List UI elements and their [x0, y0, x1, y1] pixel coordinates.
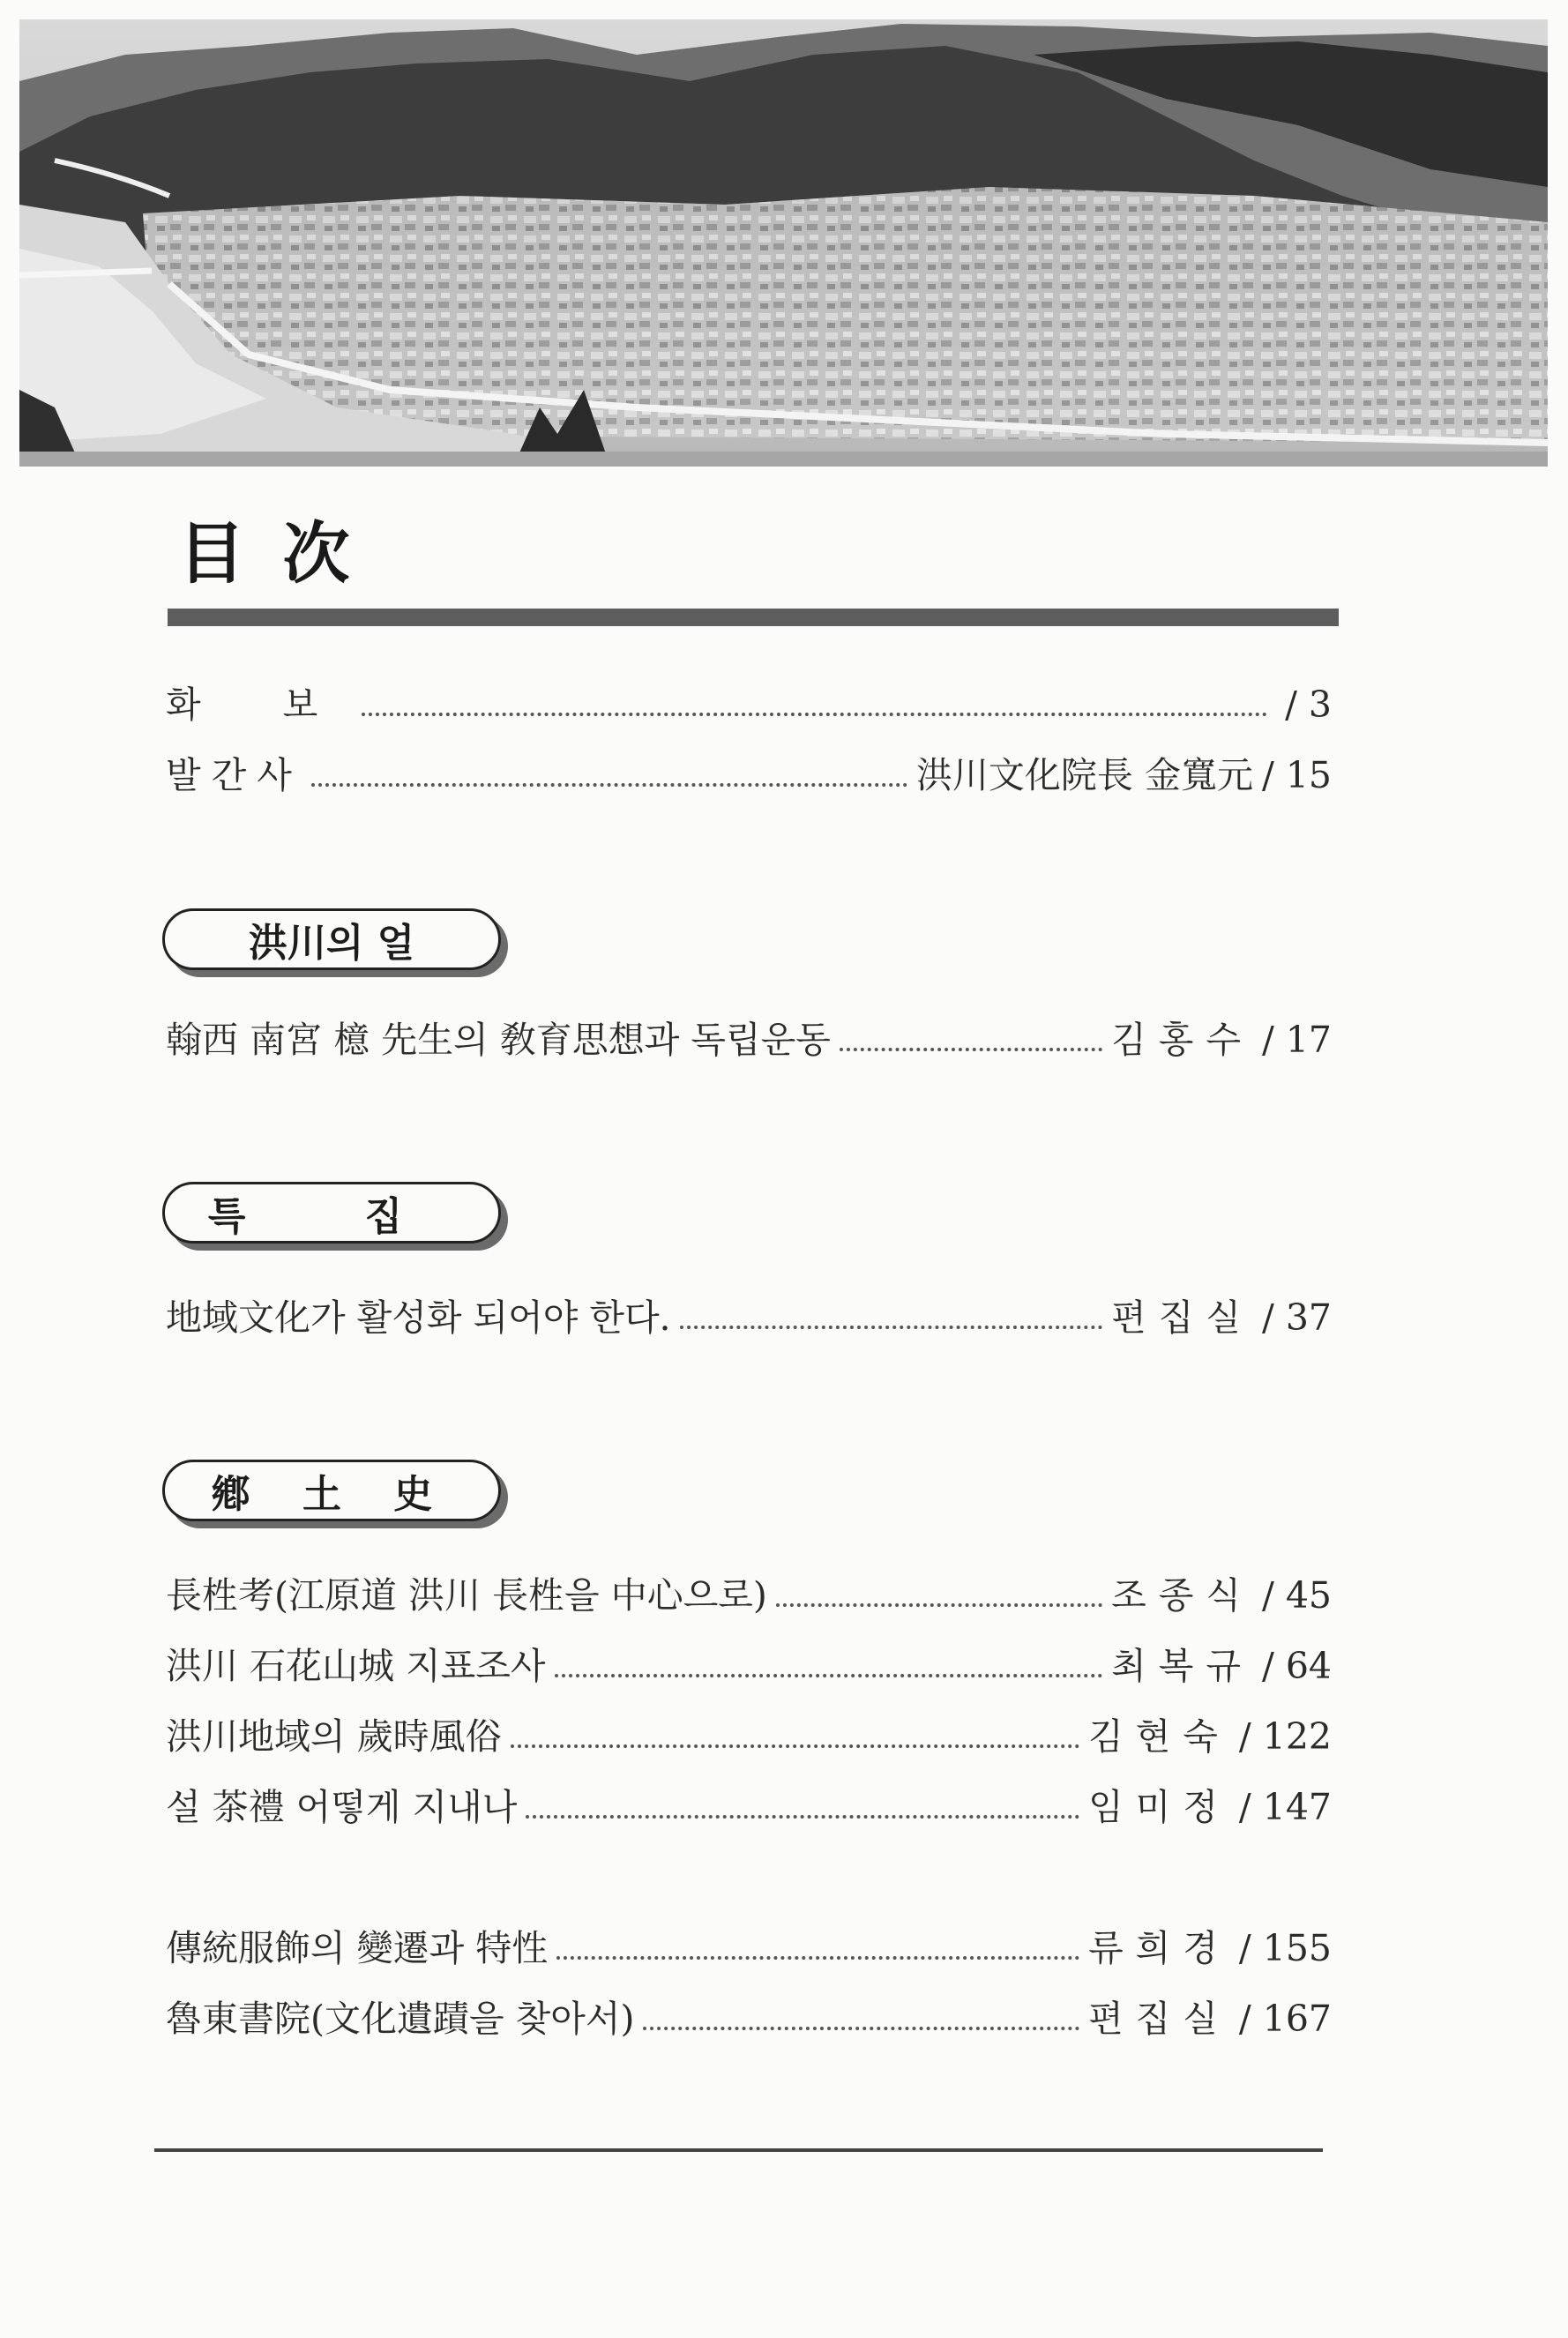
dot-leader	[526, 1815, 1079, 1819]
toc-entry-title: 傳統服飾의 變遷과 特性	[166, 1927, 549, 1969]
panorama-photo	[19, 19, 1548, 467]
toc-entry[interactable]	[166, 1005, 1332, 1061]
section-heading: 鄕 土 史	[162, 1460, 501, 1521]
toc-entry-page: / 3	[1285, 683, 1332, 726]
toc-entry-title: 長栍考(江原道 洪川 長栍을 中心으로)	[166, 1574, 767, 1617]
dot-leader	[680, 1326, 1103, 1329]
toc-entry[interactable]	[166, 670, 1332, 726]
panorama-drawing	[19, 19, 1548, 467]
toc-entry-title: 魯東書院(文化遺蹟을 찾아서)	[166, 1998, 635, 2040]
toc-entry[interactable]	[166, 741, 1332, 794]
bottom-divider	[154, 2148, 1323, 2152]
toc-entry-author: 최복규	[1111, 1645, 1253, 1687]
dot-leader	[556, 1956, 1079, 1960]
toc-entry-author: 조종식	[1111, 1574, 1253, 1617]
toc-entry-page: / 167	[1238, 1998, 1332, 2040]
toc-entry[interactable]	[166, 1561, 1332, 1617]
section-heading: 특 집	[162, 1182, 501, 1244]
toc-entry-title: 洪川地域의 歲時風俗	[166, 1715, 502, 1758]
dot-leader	[362, 713, 1267, 716]
toc-entry-page: / 147	[1238, 1786, 1332, 1828]
toc-entry-author: 김현숙	[1088, 1715, 1230, 1758]
toc-entry-author: 임미정	[1088, 1786, 1230, 1828]
dot-leader	[311, 783, 907, 787]
toc-entry[interactable]	[166, 1702, 1332, 1758]
toc-entry[interactable]	[166, 1984, 1332, 2040]
toc-entry-author: 김홍수	[1111, 1019, 1253, 1061]
toc-entry[interactable]	[166, 1773, 1332, 1826]
toc-entry-title: 地域文化가 활성화 되어야 한다.	[166, 1296, 671, 1339]
toc-entry-title: 洪川 石花山城 지표조사	[166, 1645, 546, 1687]
dot-leader	[840, 1048, 1102, 1051]
toc-entry-title: 翰西 南宮 檍 先生의 敎育思想과 독립운동	[166, 1019, 831, 1061]
toc-entry[interactable]	[166, 1632, 1332, 1687]
page-title: 目 次	[178, 514, 357, 593]
toc-entry-author: 洪川文化院長 金寬元	[915, 754, 1253, 796]
toc-entry-title: 화 보	[166, 683, 354, 726]
dot-leader	[511, 1744, 1079, 1748]
toc-entry-page: / 45	[1261, 1574, 1332, 1617]
toc-entry-title: 설 茶禮 어떻게 지내나	[166, 1786, 518, 1828]
dot-leader	[555, 1674, 1103, 1677]
dot-leader	[776, 1603, 1102, 1607]
toc-entry-page: / 122	[1238, 1715, 1332, 1758]
toc-entry-page: / 17	[1261, 1019, 1332, 1061]
toc-entry-author: 류희경	[1088, 1927, 1230, 1969]
toc-entry-page: / 64	[1261, 1645, 1332, 1687]
toc-entry[interactable]	[166, 1283, 1332, 1339]
toc-entry-author: 편집실	[1111, 1296, 1253, 1339]
section-heading: 洪川의 얼	[162, 908, 501, 970]
toc-entry-page: / 15	[1261, 754, 1332, 796]
toc-entry[interactable]	[166, 1914, 1332, 1967]
toc-entry-title: 발간사	[166, 754, 302, 796]
toc-entry-author: 편집실	[1088, 1998, 1230, 2040]
toc-entry-page: / 37	[1261, 1296, 1332, 1339]
title-underline	[168, 609, 1339, 626]
toc-entry-page: / 155	[1238, 1927, 1332, 1969]
dot-leader	[643, 2027, 1079, 2030]
